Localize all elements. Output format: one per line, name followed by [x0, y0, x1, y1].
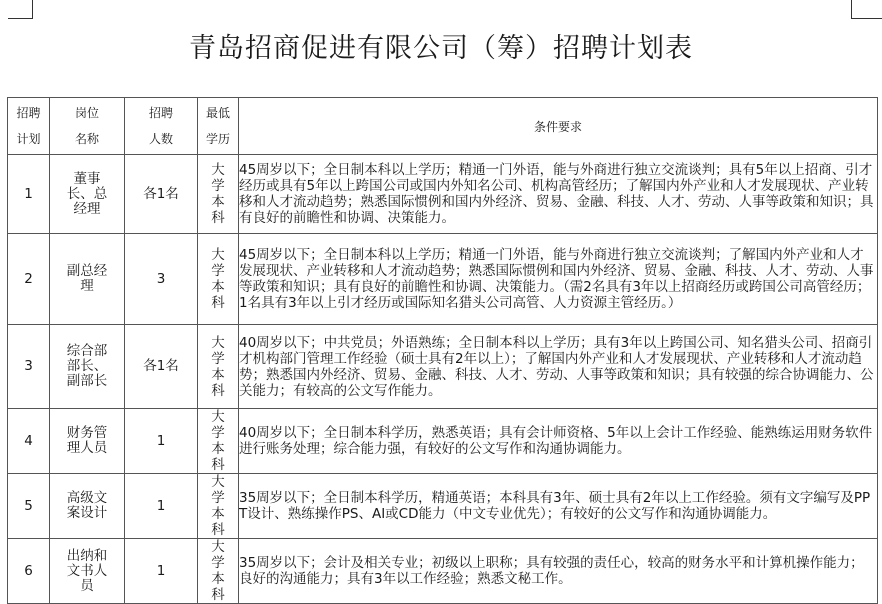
cell-education: 大学本科 — [198, 474, 239, 539]
cell-education: 大学本科 — [198, 409, 239, 474]
cell-count: 各1名 — [125, 325, 198, 409]
cell-plan: 4 — [8, 409, 50, 474]
cell-position: 出纳和文书人员 — [50, 539, 125, 604]
cell-education: 大学本科 — [198, 325, 239, 409]
cell-requirements: 40周岁以下；中共党员；外语熟练；全日制本科以上学历；具有3年以上跨国公司、知名猎头公司、招商引才机构部门管理工作经验（硕士具有2年以上）；了解国内外产业和人才发展现状、产业转移和人才流动趋势；熟悉国内外经济、贸易、金融、科技、人才、劳动、人事等政策和知识；具有较强的综合协调能力、公关能力；有较高的公文写作能力。 — [239, 325, 878, 409]
cell-requirements: 35周岁以下；会计及相关专业；初级以上职称；具有较强的责任心，较高的财务水平和计算机操作能力；良好的沟通能力；具有3年以工作经验；熟悉文秘工作。 — [239, 539, 878, 604]
cell-count: 1 — [125, 409, 198, 474]
table-row — [8, 409, 878, 474]
corner-mark-right — [851, 0, 882, 19]
cell-requirements: 45周岁以下；全日制本科以上学历；精通一门外语，能与外商进行独立交流谈判；了解国内外产业和人才发展现状、产业转移和人才流动趋势；熟悉国际惯例和国内外经济、贸易、金融、科技、人才、劳动、人事等政策和知识；具有良好的前瞻性和协调、决策能力。（需2名具有3年以上招商经历或跨国公司高管经历；1名具有3年以上引才经历或国际知名猎头公司高管、人力资源主管经历。） — [239, 234, 878, 325]
cell-plan: 6 — [8, 539, 50, 604]
cell-education: 大学本科 — [198, 539, 239, 604]
header-position: 岗位名称 — [50, 98, 125, 155]
cell-requirements: 35周岁以下；全日制本科学历，精通英语；本科具有3年、硕士具有2年以上工作经验。须有文字编写及PPT设计、熟练操作PS、AI或CD能力（中文专业优先）；有较好的公文写作和沟通协调能力。 — [239, 474, 878, 539]
recruitment-plan-table — [7, 97, 878, 604]
cell-count: 1 — [125, 539, 198, 604]
cell-requirements: 40周岁以下；全日制本科学历，熟悉英语；具有会计师资格、5年以上会计工作经验、能熟练运用财务软件进行账务处理；综合能力强，有较好的公文写作和沟通协调能力。 — [239, 409, 878, 474]
cell-requirements: 45周岁以下；全日制本科以上学历；精通一门外语，能与外商进行独立交流谈判；具有5年以上招商、引才经历或具有5年以上跨国公司或国内外知名公司、机构高管经历；了解国内外产业和人才发展现状、产业转移和人才流动趋势；熟悉国际惯例和国内外经济、贸易、金融、科技、人才、劳动、人事等政策和知识；具有良好的前瞻性和协调、决策能力。 — [239, 155, 878, 234]
page-title: 青岛招商促进有限公司（筹）招聘计划表 — [189, 33, 693, 64]
table-row — [8, 474, 878, 539]
cell-plan: 1 — [8, 155, 50, 234]
cell-plan: 5 — [8, 474, 50, 539]
table-header-row — [8, 98, 878, 155]
cell-education: 大学本科 — [198, 234, 239, 325]
table-row — [8, 325, 878, 409]
header-requirements: 条件要求 — [239, 98, 878, 155]
cell-position: 副总经理 — [50, 234, 125, 325]
header-plan: 招聘计划 — [8, 98, 50, 155]
header-education: 最低学历 — [198, 98, 239, 155]
cell-position: 高级文案设计 — [50, 474, 125, 539]
table-row — [8, 539, 878, 604]
cell-position: 财务管理人员 — [50, 409, 125, 474]
table-row — [8, 155, 878, 234]
corner-mark-left — [8, 0, 33, 19]
cell-plan: 2 — [8, 234, 50, 325]
cell-position: 综合部部长、副部长 — [50, 325, 125, 409]
cell-count: 各1名 — [125, 155, 198, 234]
cell-education: 大学本科 — [198, 155, 239, 234]
cell-count: 3 — [125, 234, 198, 325]
cell-count: 1 — [125, 474, 198, 539]
cell-plan: 3 — [8, 325, 50, 409]
table-row — [8, 234, 878, 325]
cell-position: 董事长、总经理 — [50, 155, 125, 234]
header-count: 招聘人数 — [125, 98, 198, 155]
